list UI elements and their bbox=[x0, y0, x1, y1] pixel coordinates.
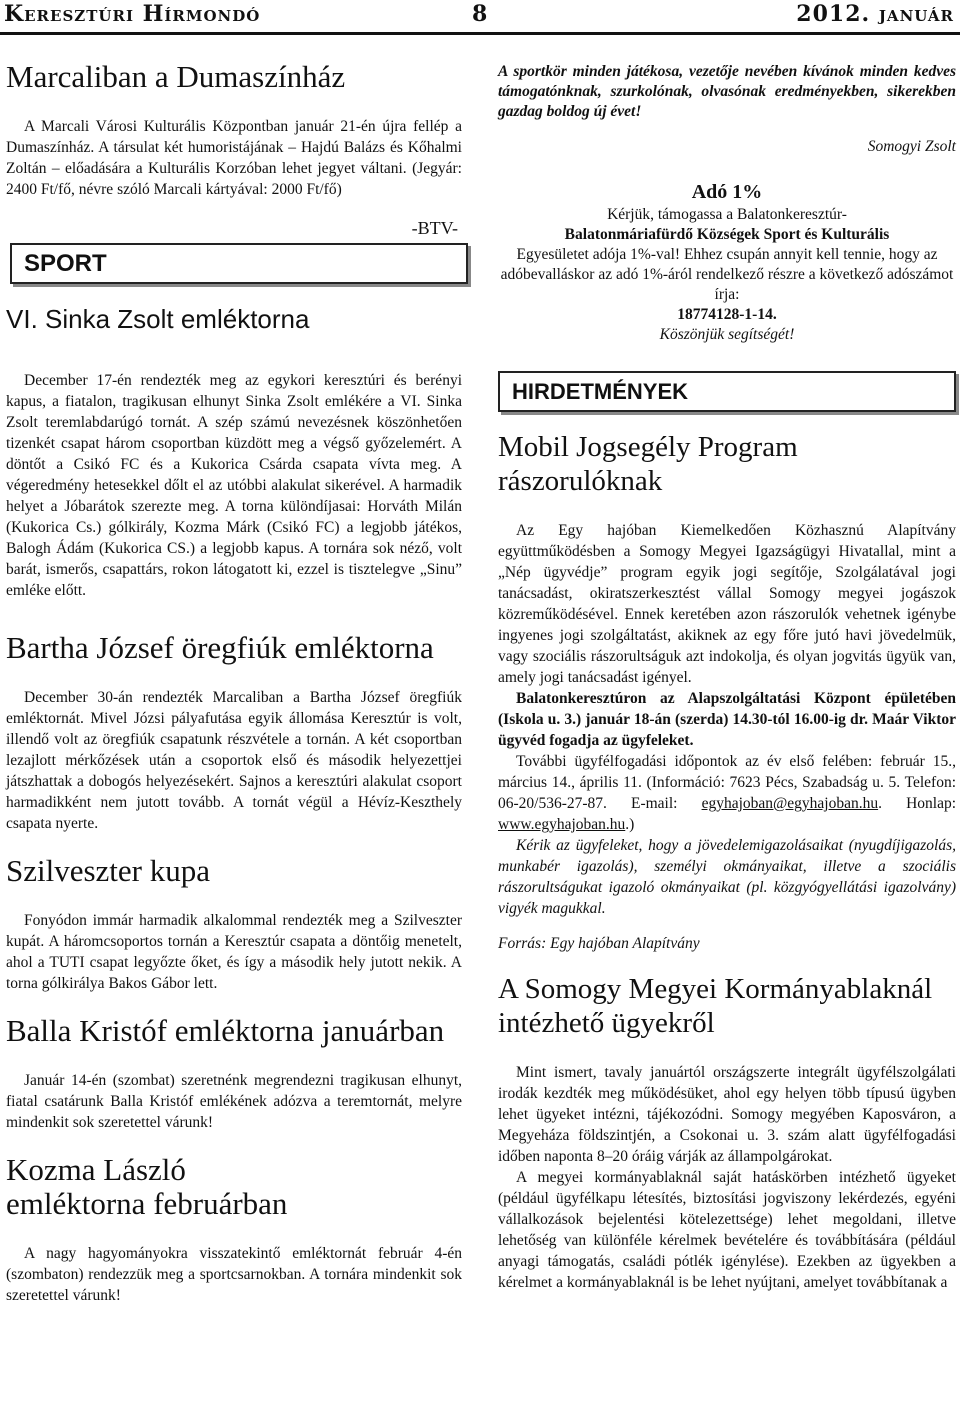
jogsegely-p3-text: További ügyfélfogadási időpontok az év első felében: február 15., március 14., április 11. (Információ: 7623 Pécs, Szabadság u. 5. Telefon: 06-20/536-27-87. E-mail: bbox=[498, 753, 956, 812]
tax-line-1: Kérjük, támogassa a Balatonkeresztúr- bbox=[607, 206, 847, 223]
hirdetmenyek-section-label: HIRDETMÉNYEK bbox=[498, 371, 956, 412]
issue-date: 2012. január bbox=[796, 1, 954, 27]
tax-line-2: Balatonmáriafürdő Községek Sport és Kulturális bbox=[564, 226, 890, 243]
balla-title: Balla Kristóf emléktorna januárban bbox=[6, 1013, 445, 1048]
page-number: 8 bbox=[472, 1, 489, 27]
jogsegely-p2: Balatonkeresztúron az Alapszolgáltatási Központ épületében (Iskola u. 3.) január 18-án (szerda) 14.30-tól 16.00-ig dr. Maár Viktor ügyvéd fogadja az ügyfeleket. bbox=[498, 690, 956, 749]
jogsegely-p4: Kérik az ügyfeleket, hogy a jövedelemigazolásaikat (nyugdíjigazolás, munkabér igazolás), személyi okmányaikat, illetve a szociális rászorultságukat igazoló okmányaikat (pl. közgyógyellátási igazolvány) vigyék magukkal. bbox=[498, 837, 956, 917]
new-year-greeting: A sportkör minden játékosa, vezetője nevében kívánok minden kedves támogatónknak, szurkolónak, olvasónak eredményekben, sikerekben gazdag boldog új évet! bbox=[498, 63, 956, 120]
tax-box bbox=[498, 179, 956, 345]
tax-title: Adó 1% bbox=[691, 181, 763, 203]
dumaszinhaz-signature: -BTV- bbox=[411, 218, 458, 238]
website-link[interactable]: www.egyhajoban.hu bbox=[498, 816, 626, 833]
left-column bbox=[6, 58, 462, 1306]
jogsegely-title: Mobil Jogsegély Program rászorulóknak bbox=[498, 431, 798, 497]
greeting-signature: Somogyi Zsolt bbox=[867, 138, 956, 155]
szilveszter-text: Fonyódon immár harmadik alkalommal rendezték meg a Szilveszter kupát. A háromcsoportos tornán a Keresztúr csapata a döntőig menetelt, ahol a TUTI csapat legyőzte őket, és így a második hely jutott nekik. A torna gólkirálya Bakos Gábor lett. bbox=[6, 912, 462, 992]
sport-section-label: SPORT bbox=[10, 243, 468, 284]
jogsegely-p1: Az Egy hajóban Kiemelkedően Közhasznú Alapítvány együttműködésben a Somogy Megyei Igazságügyi Hivatallal, mint a „Nép ügyvédje” program egyik jogi segítője, Szolgálatával jogi tanácsadást, okiratszerkesztést vállal Somogy megyei jogászok közreműködésével. Ennek keretében azon rászorulók vehetnek igénybe ingyenes jogi szolgáltatást, akiknek az egy főre jutó havi jövedelmük, vagy szociális rászorultságuk azt indokolja, és olyan jogvitás ügyük van, amely jogi tanácsadást igényel. bbox=[498, 522, 956, 686]
page-header bbox=[0, 0, 960, 40]
kozma-text: A nagy hagyományokra visszatekintő emléktornát február 4-én (szombaton) rendezzük meg a sportcsarnokban. A tornára mindenkit sok szeretettel várunk! bbox=[6, 1245, 462, 1304]
tax-number: 18774128-1-14. bbox=[677, 306, 777, 323]
tax-line-3: Egyesületet adója 1%-val! Ehhez csupán annyit kell tennie, hogy az adóbevalláskor az adó 1%-áról rendelkező részre a következő adószámot írja: bbox=[500, 246, 954, 303]
newspaper-title: Keresztúri Hírmondó bbox=[4, 1, 261, 27]
szilveszter-title: Szilveszter kupa bbox=[6, 853, 211, 888]
dumaszinhaz-text: A Marcali Városi Kulturális Központban január 21-én újra fellép a Dumaszínház. A társulat két humoristájának – Hajdú Balázs és Kőhalmi Zoltán – előadására a Kulturális Korzóban lehet jegyet váltani. (Jegyár: 2400 Ft/fő, névre szóló Marcali kártyával: 2000 Ft/fő) bbox=[6, 118, 462, 198]
sinka-text: December 17-én rendezték meg az egykori keresztúri és berényi kapus, a fiatalon, tragikusan elhunyt Sinka Zsolt emlékére a VI. Sinka Zsolt teremlabdarúgó tornát. A szép számú nevezésnek köszönhetően tizenkét csapat három csoportban küzdött meg a végső győzelemért. A döntőt a Csikó FC és a Kukorica Csárda csapata vívta meg. A végeredmény hetesekkel dőlt el az utóbbi alakulat sikerével. A harmadik helyet a Jóbarátok szerezte meg. A torna különdíjasai: Horváth Milán (Kukorica Cs.) gólkirály, Kozma Márk (Csikó FC) a legjobb játékos, Balogh Ádám (Kukorica CS.) a legjobb kapus. A tornára sok néző, volt barát, ismerős, csapattárs, rokon látogatott ki, ezzel is tisztelegve „Sinu” emléke előtt. bbox=[6, 372, 462, 599]
email-link[interactable]: egyhajoban@egyhajoban.hu bbox=[701, 795, 879, 812]
kormanyablak-p1: Mint ismert, tavaly januártól országszerte integrált ügyfélszolgálati irodák kezdték meg működésüket, ahol egy helyen több típusú ügyben lehet ügyeket intézni, tájékozódni. Somogy megyében Kaposváron, a Megyeháza földszintjén, a Csokonai u. 3. szám alatt ügyfélfogadási időben naponta 8–20 óráig várják az állampolgárokat. bbox=[498, 1064, 956, 1165]
kozma-title: Kozma László emléktorna februárban bbox=[6, 1152, 288, 1221]
right-column bbox=[498, 58, 956, 1293]
honlap-label: . Honlap: bbox=[878, 795, 956, 812]
dumaszinhaz-title: Marcaliban a Dumaszínház bbox=[6, 59, 346, 94]
kormanyablak-title: A Somogy Megyei Kormányablaknál intézhető ügyekről bbox=[498, 973, 933, 1039]
balla-text: Január 14-én (szombat) szeretnénk megrendezni tragikusan elhunyt, fiatal csatárunk Balla Kristóf emlékének adózva a teremtornát, melyre mindenkit sok szeretettel várunk! bbox=[6, 1072, 462, 1131]
jogsegely-source: Forrás: Egy hajóban Alapítvány bbox=[498, 935, 700, 952]
jogsegely-p3 bbox=[498, 751, 956, 835]
p3-end: .) bbox=[625, 816, 635, 833]
bartha-text: December 30-án rendezték Marcaliban a Bartha József öregfiúk emléktornát. Mivel Józsi pályafutása egyik állomása Keresztúr is volt, illendő volt az öregfiúk csapatunk részvétele a tornán. A két csoportban lezajlott mérkőzések után a csoportok első és második helyezettjei játszhattak a dobogós helyezésekért. Sajnos a keresztúri alakulat csoport harmadikként nem jutott tovább. A tornát végül a Hévíz-Keszthely csapata nyerte. bbox=[6, 689, 462, 832]
sinka-title: VI. Sinka Zsolt emléktorna bbox=[6, 304, 310, 334]
tax-thanks: Köszönjük segítségét! bbox=[659, 326, 795, 343]
bartha-title: Bartha József öregfiúk emléktorna bbox=[6, 630, 434, 665]
kormanyablak-p2: A megyei kormányablaknál saját hatáskörben intézhető ügyeket (például ügyfélkapu létesítés, biztosítási jogviszony lekérdezés, egyéni vállalkozások bejelentési kötelezettsége) lehet megoldani, illetve lehetőség van különféle kérelmek bevételére és továbbítására (például anyagi támogatás, családi pótlék igénylése). Ezekben az ügyekben a kérelmet a kormányablaknál is be lehet nyújtani, amelyet továbbítanak a bbox=[498, 1169, 956, 1291]
